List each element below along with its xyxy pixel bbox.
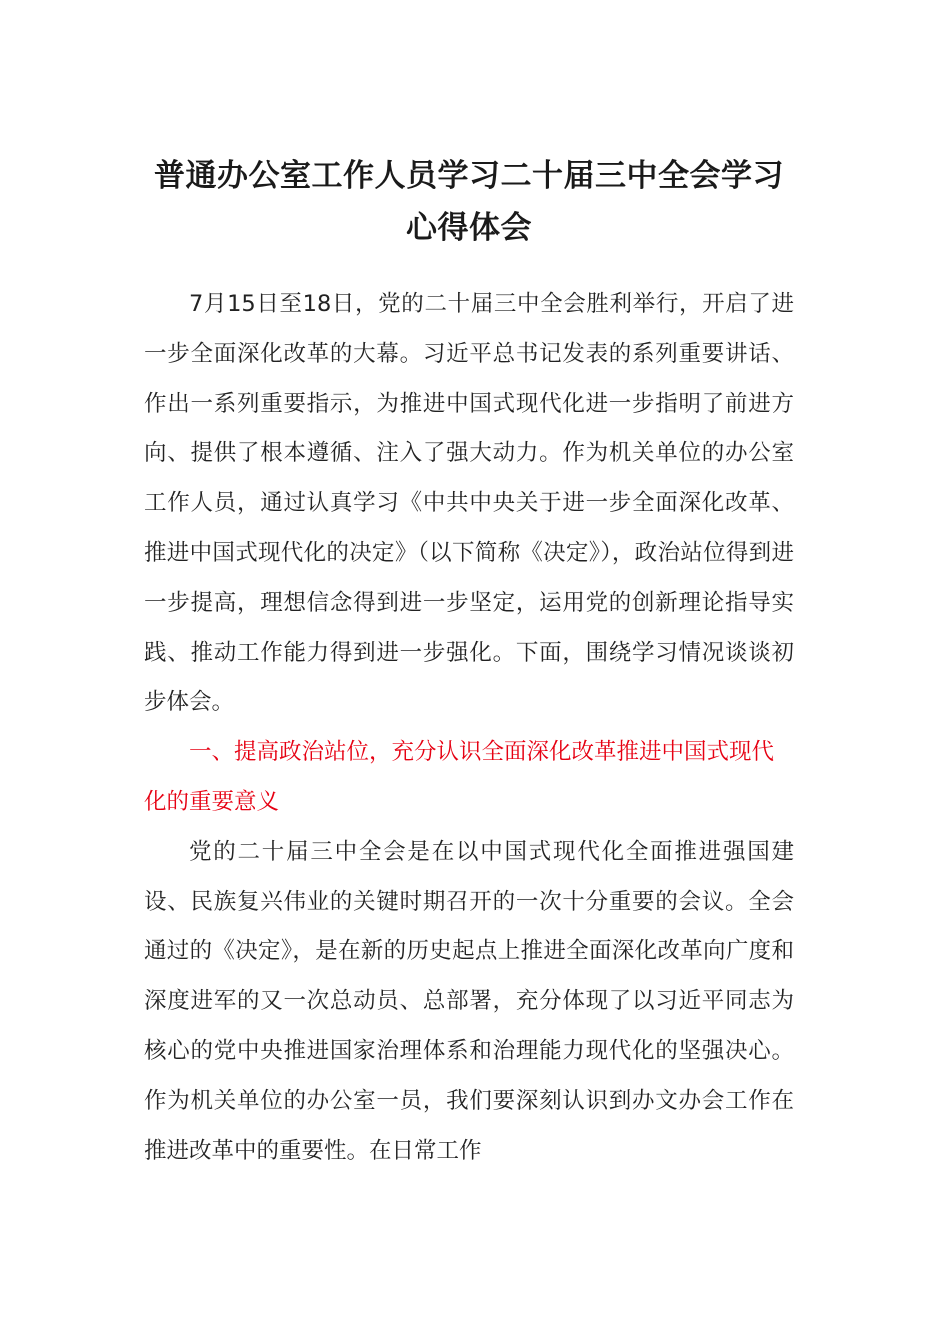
document-title: 普通办公室工作人员学习二十届三中全会学习心得体会 [154,158,784,246]
section-heading-1: 一、提高政治站位，充分认识全面深化改革推进中国式现代化的重要意义 [144,739,775,815]
document-page [144,150,794,1176]
section-1-paragraph: 党的二十届三中全会是在以中国式现代化全面推进强国建设、民族复兴伟业的关键时期召开的一次十分重要的会议。全会通过的《决定》，是在新的历史起点上推进全面深化改革向广度和深度进军的又一次总动员、总部署，充分体现了以习近平同志为核心的党中央推进国家治理体系和治理能力现代化的坚强决心。作为机关单位的办公室一员，我们要深刻认识到办文办会工作在推进改革中的重要性。在日常工作 [144,838,794,1164]
intro-paragraph: 7月15日至18日，党的二十届三中全会胜利举行，开启了进一步全面深化改革的大幕。习近平总书记发表的系列重要讲话、作出一系列重要指示，为推进中国式现代化进一步指明了前进方向、提供了根本遵循、注入了强大动力。作为机关单位的办公室工作人员，通过认真学习《中共中央关于进一步全面深化改革、推进中国式现代化的决定》（以下简称《决定》），政治站位得到进一步提高，理想信念得到进一步坚定，运用党的创新理论指导实践、推动工作能力得到进一步强化。下面，围绕学习情况谈谈初步体会。 [144,291,794,716]
